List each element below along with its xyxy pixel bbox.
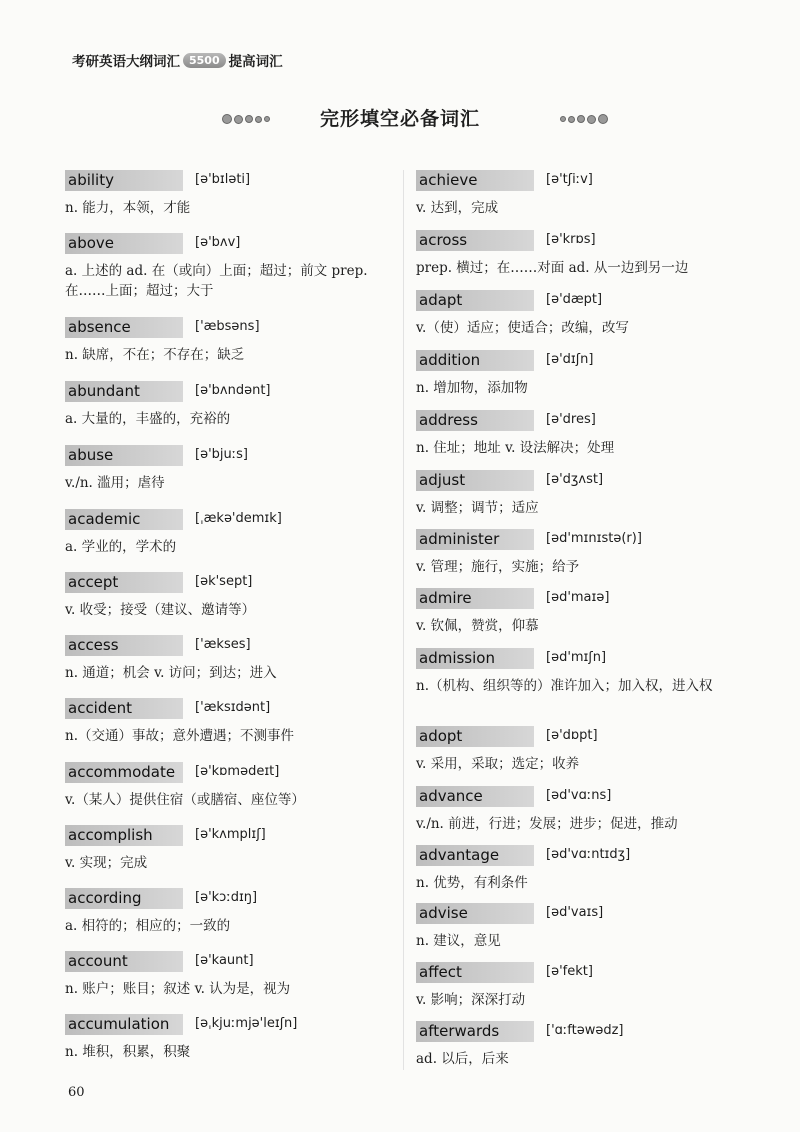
definition: n. 通道；机会 v. 访问；到达；进入: [65, 665, 277, 681]
vocab-entry: [416, 230, 751, 278]
word-row: [416, 529, 751, 551]
section-title: 完形填空必备词汇: [319, 108, 480, 130]
vocab-entry: [416, 529, 751, 577]
definition: a. 大量的，丰盛的，充裕的: [65, 411, 231, 427]
phonetic: [ə'bjuːs]: [195, 447, 248, 462]
definition: a. 相符的；相应的；一致的: [65, 918, 231, 934]
definition: a. 学业的，学术的: [65, 539, 177, 555]
vocab-entry: [416, 410, 751, 458]
headword: address: [416, 410, 534, 431]
phonetic: ['ækses]: [195, 637, 251, 652]
word-row: [65, 317, 400, 339]
definition: n.（交通）事故；意外遭遇；不测事件: [65, 728, 294, 744]
definition: v./n. 滥用；虐待: [65, 475, 165, 491]
definition: v. 达到，完成: [416, 200, 499, 216]
definition: a. 上述的 ad. 在（或向）上面；超过；前文 prep. 在……上面；超过；大于: [65, 263, 368, 299]
word-row: [416, 726, 751, 748]
headword: above: [65, 233, 183, 254]
word-row: [416, 470, 751, 492]
header-left-text: 考研英语大纲词汇: [72, 54, 180, 70]
vocab-entry: [416, 845, 751, 893]
word-row: [65, 572, 400, 594]
definition: n. 缺席，不在；不存在；缺乏: [65, 347, 245, 363]
vocab-entry: [65, 951, 400, 999]
headword: ability: [65, 170, 183, 191]
headword: accumulation: [65, 1014, 183, 1035]
vocab-entry: [416, 726, 751, 774]
definition: v. 影响；深深打动: [416, 992, 526, 1008]
running-header: [72, 50, 283, 70]
word-row: [65, 509, 400, 531]
phonetic: [əd'mɪʃn]: [546, 650, 607, 665]
phonetic: [ə'dɪʃn]: [546, 352, 594, 367]
definition: n. 能力，本领，才能: [65, 200, 191, 216]
phonetic: [ə'kɔːdɪŋ]: [195, 890, 258, 905]
vocab-entry: [65, 170, 400, 218]
definition: prep. 横过；在……对面 ad. 从一边到另一边: [416, 260, 689, 276]
word-row: [65, 762, 400, 784]
headword: accept: [65, 572, 183, 593]
headword: administer: [416, 529, 534, 550]
definition: n.（机构、组织等的）准许加入；加入权，进入权: [416, 678, 713, 694]
vocab-entry: [416, 170, 751, 218]
headword: access: [65, 635, 183, 656]
headword: accomplish: [65, 825, 183, 846]
phonetic: [əˌkjuːmjə'leɪʃn]: [195, 1016, 298, 1031]
phonetic: [ə'dres]: [546, 412, 596, 427]
definition: v. 调整；调节；适应: [416, 500, 539, 516]
vocab-entry: [416, 786, 751, 834]
vocab-entry: [416, 903, 751, 951]
definition: v./n. 前进，行进；发展；进步；促进，推动: [416, 816, 678, 832]
word-row: [65, 381, 400, 403]
word-row: [416, 588, 751, 610]
definition: v. 实现；完成: [65, 855, 148, 871]
headword: accommodate: [65, 762, 183, 783]
vocab-entry: [416, 350, 751, 398]
vocab-entry: [416, 962, 751, 1010]
word-row: [65, 1014, 400, 1036]
word-row: [65, 635, 400, 657]
headword: afterwards: [416, 1021, 534, 1042]
header-badge: 5500: [183, 53, 226, 68]
headword: adopt: [416, 726, 534, 747]
phonetic: [ə'fekt]: [546, 964, 593, 979]
word-row: [65, 888, 400, 910]
word-row: [416, 903, 751, 925]
vocab-entry: [416, 648, 751, 696]
headword: advance: [416, 786, 534, 807]
phonetic: [əd'vaɪs]: [546, 905, 604, 920]
headword: addition: [416, 350, 534, 371]
word-row: [416, 962, 751, 984]
vocab-entry: [416, 1021, 751, 1069]
column-divider: [403, 170, 404, 1070]
header-right-text: 提高词汇: [228, 54, 283, 70]
headword: admire: [416, 588, 534, 609]
vocab-entry: [65, 698, 400, 746]
definition: v. 采用，采取；选定；收养: [416, 756, 580, 772]
word-row: [416, 1021, 751, 1043]
phonetic: ['æksɪdənt]: [195, 700, 271, 715]
headword: across: [416, 230, 534, 251]
headword: absence: [65, 317, 183, 338]
phonetic: [ə'kʌmplɪʃ]: [195, 827, 266, 842]
definition: v. 收受；接受（建议、邀请等）: [65, 602, 256, 618]
word-row: [65, 951, 400, 973]
headword: adapt: [416, 290, 534, 311]
vocab-entry: [65, 233, 400, 301]
phonetic: [ˌækə'demɪk]: [195, 511, 282, 526]
phonetic: [ə'dæpt]: [546, 292, 603, 307]
phonetic: [ək'sept]: [195, 574, 253, 589]
phonetic: [ə'bʌndənt]: [195, 383, 271, 398]
definition: n. 增加物，添加物: [416, 380, 528, 396]
definition: v. 管理；施行，实施；给予: [416, 559, 580, 575]
vocab-entry: [65, 888, 400, 936]
vocab-entry: [65, 635, 400, 683]
phonetic: [ə'dɒpt]: [546, 728, 598, 743]
word-row: [416, 845, 751, 867]
headword: advantage: [416, 845, 534, 866]
definition: v.（使）适应；使适合；改编，改写: [416, 320, 629, 336]
section-title-row: [0, 104, 800, 134]
word-row: [416, 290, 751, 312]
definition: n. 账户；账目；叙述 v. 认为是，视为: [65, 981, 291, 997]
definition: ad. 以后，后来: [416, 1051, 509, 1067]
headword: academic: [65, 509, 183, 530]
headword: affect: [416, 962, 534, 983]
phonetic: [ə'dʒʌst]: [546, 472, 604, 487]
vocab-entry: [65, 762, 400, 810]
vocab-entry: [65, 572, 400, 620]
vocab-entry: [65, 1014, 400, 1062]
definition: n. 住址；地址 v. 设法解决；处理: [416, 440, 615, 456]
phonetic: ['æbsəns]: [195, 319, 260, 334]
word-row: [416, 410, 751, 432]
word-row: [65, 170, 400, 192]
vocab-entry: [65, 317, 400, 365]
headword: abundant: [65, 381, 183, 402]
phonetic: [ə'kaunt]: [195, 953, 254, 968]
vocab-entry: [416, 470, 751, 518]
definition: v.（某人）提供住宿（或膳宿、座位等）: [65, 792, 305, 808]
headword: achieve: [416, 170, 534, 191]
vocab-entry: [65, 381, 400, 429]
phonetic: [əd'maɪə]: [546, 590, 610, 605]
word-row: [416, 786, 751, 808]
definition: n. 优势，有利条件: [416, 875, 528, 891]
page-number: 60: [68, 1085, 85, 1100]
word-row: [65, 698, 400, 720]
headword: account: [65, 951, 183, 972]
vocab-entry: [65, 825, 400, 873]
headword: advise: [416, 903, 534, 924]
word-row: [65, 825, 400, 847]
definition: n. 建议，意见: [416, 933, 501, 949]
word-row: [416, 648, 751, 670]
headword: accident: [65, 698, 183, 719]
phonetic: [ə'bɪləti]: [195, 172, 251, 187]
headword: admission: [416, 648, 534, 669]
headword: according: [65, 888, 183, 909]
definition: v. 钦佩，赞赏，仰慕: [416, 618, 539, 634]
phonetic: [əd'mɪnɪstə(r)]: [546, 531, 642, 546]
vocab-entry: [65, 445, 400, 493]
word-row: [416, 230, 751, 252]
word-row: [416, 170, 751, 192]
phonetic: [əd'vɑːntɪdʒ]: [546, 847, 631, 862]
phonetic: [əd'vɑːns]: [546, 788, 612, 803]
phonetic: [ə'krɒs]: [546, 232, 596, 247]
phonetic: ['ɑːftəwədz]: [546, 1023, 624, 1038]
word-row: [65, 233, 400, 255]
phonetic: [ə'kɒmədeɪt]: [195, 764, 280, 779]
definition: n. 堆积，积累，积聚: [65, 1044, 191, 1060]
phonetic: [ə'tʃiːv]: [546, 172, 593, 187]
phonetic: [ə'bʌv]: [195, 235, 241, 250]
vocab-entry: [65, 509, 400, 557]
word-row: [416, 350, 751, 372]
headword: abuse: [65, 445, 183, 466]
vocab-entry: [416, 588, 751, 636]
headword: adjust: [416, 470, 534, 491]
decorative-dots-right: [560, 114, 608, 124]
word-row: [65, 445, 400, 467]
vocab-entry: [416, 290, 751, 338]
